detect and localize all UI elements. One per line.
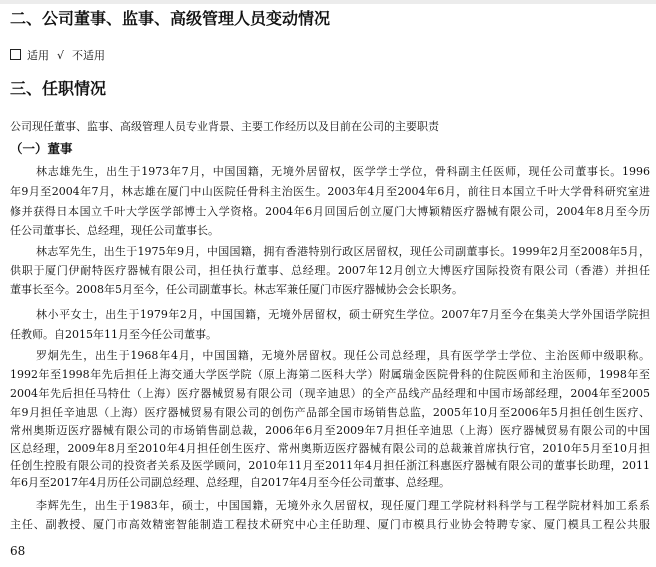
option-not-applicable: 不适用 <box>72 49 106 62</box>
paragraph-line: 罗炯先生，出生于1968年4月，中国国籍，无境外居留权。现任公司总经理，具有医学学士学位、主治医师中级职称。 <box>36 349 650 362</box>
paragraph-line: 董事长至今。2008年5月至今，任公司副董事长。林志军兼任厦门市医疗器械协会会长职务。 <box>10 283 463 296</box>
paragraph-line: 年9月至2004年7月，林志雄在厦门中山医院任骨科主治医生。2003年4月至2004年6月，前往日本国立千叶大学骨科研究室进 <box>10 185 650 198</box>
paragraph-line: 林志军先生，出生于1975年9月，中国国籍，拥有香港特别行政区居留权，现任公司副董事长。1999年2月至2008年5月， <box>36 245 650 258</box>
paragraph-line: 林志雄先生，出生于1973年7月，中国国籍，无境外居留权，医学学士学位，骨科副主任医师，现任公司董事长。1996 <box>36 165 650 178</box>
paragraph-line: 任公司董事长、总经理，现任公司董事长。 <box>10 224 219 237</box>
paragraph-line: 任创生控股有限公司的投资者关系及医学顾问，2010年11月至2011年4月担任浙江科惠医疗器械有限公司的董事长助理，2011 <box>10 459 650 472</box>
check-mark-icon: √ <box>57 49 65 62</box>
page-number: 68 <box>10 544 26 558</box>
paragraph-line: 区总经理，2009年8月至2010年4月担任创生医疗、常州奥斯迈医疗器械有限公司的总裁兼首席执行官，2010年5月至10月担 <box>10 442 650 455</box>
paragraph-line: 1992年至1998年先后担任上海交通大学医学院（原上海第二医科大学）附属瑞金医院骨科的住院医师和主治医师，1998年至 <box>10 368 650 381</box>
paragraph-line: 任教师。自2015年11月至今任公司董事。 <box>10 328 217 341</box>
option-applicable: 适用 <box>27 49 49 62</box>
subsection-directors-heading: （一）董事 <box>10 141 73 156</box>
paragraph-line: 供职于厦门伊耐特医疗器械有限公司，担任执行董事、总经理。2007年12月创立大博医疗国际投资有限公司（香港）并担任 <box>10 264 650 277</box>
paragraph-line: 年6月至2017年4月历任公司副总经理、总经理，自2017年4月至今任公司董事、总经理。 <box>10 476 450 489</box>
section-3-heading: 三、任职情况 <box>10 79 107 98</box>
paragraph-line: 年9月担任辛迪思（上海）医疗器械贸易有限公司的创伤产品部全国市场销售总监，2005年10月至2006年5月担任创生医疗、 <box>10 406 650 419</box>
page-top-edge <box>0 0 656 4</box>
paragraph-line: 李辉先生，出生于1983年，硕士，中国国籍，无境外永久居留权，现任厦门理工学院材料科学与工程学院材料加工系系 <box>36 499 650 512</box>
paragraph-line: 修并获得日本国立千叶大学医学部博士入学资格。2004年6月回国后创立厦门大博颖精医疗器械有限公司，2004年8月至今历 <box>10 205 650 218</box>
applicability-options <box>10 48 650 64</box>
paragraph-line: 2004年先后担任马特仕（上海）医疗器械贸易有限公司（现辛迪思）的全产品线产品经理和中国市场部经理，2004年至2005 <box>10 387 650 400</box>
section-2-heading: 二、公司董事、监事、高级管理人员变动情况 <box>10 9 331 28</box>
paragraph-line: 主任、副教授、厦门市高效精密智能制造工程技术研究中心主任助理、厦门市模具行业协会特聘专家、厦门模具工程公共服 <box>10 518 650 531</box>
unchecked-box-icon <box>10 49 21 60</box>
paragraph-line: 常州奥斯迈医疗器械有限公司的市场销售副总裁，2006年6月至2009年7月担任辛迪思（上海）医疗器械贸易有限公司的中国 <box>10 424 650 437</box>
section-intro: 公司现任董事、监事、高级管理人员专业背景、主要工作经历以及目前在公司的主要职责 <box>10 120 439 133</box>
paragraph-line: 林小平女士，出生于1979年2月，中国国籍，无境外居留权，硕士研究生学位。2007年7月至今在集美大学外国语学院担 <box>36 308 650 321</box>
